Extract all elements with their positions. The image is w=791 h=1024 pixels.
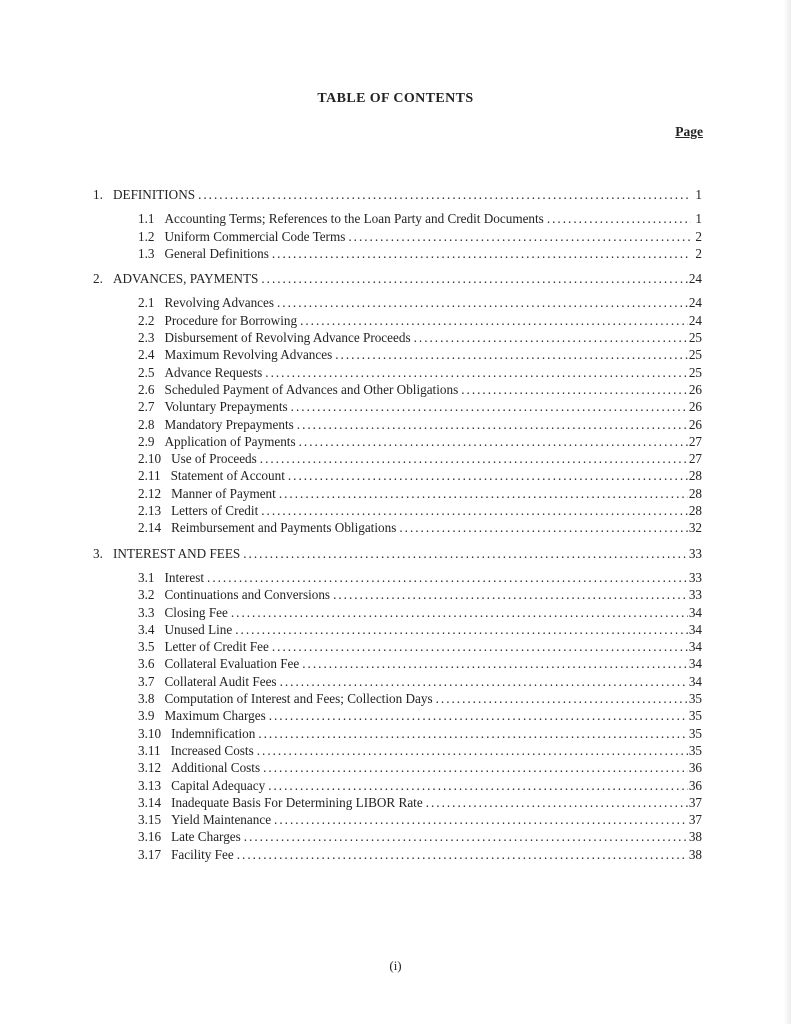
- toc-entry-page: 28: [688, 485, 702, 501]
- toc-entry: [93, 467, 702, 484]
- dot-leader: [257, 742, 688, 759]
- toc-entry-number: 2.13: [138, 503, 162, 519]
- toc-entry-title: Accounting Terms; References to the Loan Party and Credit Documents: [164, 211, 544, 227]
- toc-entry: [93, 545, 702, 562]
- toc-entry-number: 3.1: [138, 569, 155, 585]
- toc-entry-title: INTEREST AND FEES: [113, 545, 241, 561]
- toc-entry-title: Yield Maintenance: [171, 812, 272, 828]
- toc-entry: [93, 416, 702, 433]
- toc-entry-number: 2.4: [138, 347, 155, 363]
- toc-entry-title: Reimbursement and Payments Obligations: [171, 520, 397, 536]
- toc-entry-page: 32: [688, 520, 702, 536]
- toc-entry: [93, 759, 702, 776]
- dot-leader: [237, 846, 688, 863]
- toc-entry: [93, 828, 702, 845]
- toc-entry: [93, 329, 702, 346]
- toc-entry-number: 1.3: [138, 245, 155, 261]
- dot-leader: [299, 433, 688, 450]
- toc-entry-number: 2.1: [138, 295, 155, 311]
- toc-entry-title: Inadequate Basis For Determining LIBOR Rate: [171, 794, 423, 810]
- toc-entry-page: 33: [688, 545, 702, 561]
- dot-leader: [268, 777, 688, 794]
- dot-leader: [235, 621, 688, 638]
- toc-entry-number: 3.16: [138, 829, 162, 845]
- toc-entry-title: Computation of Interest and Fees; Collection Days: [164, 691, 433, 707]
- dot-leader: [272, 638, 688, 655]
- toc-entry-number: 2.3: [138, 330, 155, 346]
- dot-leader: [348, 228, 691, 245]
- dot-leader: [335, 346, 688, 363]
- toc-entry: [93, 569, 702, 586]
- toc-entry: [93, 690, 702, 707]
- toc-entry-number: 3.7: [138, 673, 155, 689]
- toc-entry: [93, 794, 702, 811]
- toc-entry: [93, 502, 702, 519]
- toc-entry: [93, 519, 702, 536]
- toc-entry-title: Revolving Advances: [164, 295, 274, 311]
- toc-entry-number: 3.10: [138, 725, 162, 741]
- dot-leader: [426, 794, 688, 811]
- toc-entry-page: 34: [688, 673, 702, 689]
- footer-page-number: (i): [389, 958, 402, 973]
- toc-entry: [93, 210, 702, 227]
- dot-leader: [280, 673, 688, 690]
- toc-entry-page: 26: [688, 399, 702, 415]
- toc-entry-page: 25: [688, 347, 702, 363]
- toc-entry: [93, 398, 702, 415]
- toc-entry: [93, 346, 702, 363]
- toc-entry-title: Letters of Credit: [171, 503, 259, 519]
- toc-entry-title: Advance Requests: [164, 364, 263, 380]
- toc-entry-title: Collateral Evaluation Fee: [164, 656, 300, 672]
- toc-entry: [93, 655, 702, 672]
- toc-entry-page: 27: [688, 451, 702, 467]
- toc-entry-page: 36: [688, 760, 702, 776]
- toc-entry-page: 34: [688, 639, 702, 655]
- toc-entry-number: 2.11: [138, 468, 161, 484]
- dot-leader: [399, 519, 687, 536]
- toc-entry: [93, 811, 702, 828]
- toc-entry-page: 36: [688, 777, 702, 793]
- dot-leader: [244, 828, 688, 845]
- toc-entry-page: 37: [688, 794, 702, 810]
- dot-leader: [198, 186, 691, 203]
- toc-entry-page: 37: [688, 812, 702, 828]
- toc-entry: [93, 186, 702, 203]
- toc-entry: [93, 604, 702, 621]
- toc-entry-title: Continuations and Conversions: [164, 587, 331, 603]
- toc-entry-number: 3.8: [138, 691, 155, 707]
- toc-entry-page: 34: [688, 656, 702, 672]
- toc-entry-title: Late Charges: [171, 829, 241, 845]
- dot-leader: [258, 725, 688, 742]
- toc-entry-page: 34: [688, 621, 702, 637]
- dot-leader: [277, 294, 688, 311]
- dot-leader: [265, 364, 688, 381]
- toc-entry-title: Procedure for Borrowing: [164, 312, 298, 328]
- toc-entry: [93, 586, 702, 603]
- toc-entry-page: 35: [688, 725, 702, 741]
- toc-entry: [93, 270, 702, 287]
- dot-leader: [269, 707, 688, 724]
- dot-leader: [300, 312, 688, 329]
- toc-entry: [93, 433, 702, 450]
- toc-entry: [93, 450, 702, 467]
- dot-leader: [231, 604, 688, 621]
- toc-entry: [93, 707, 702, 724]
- dot-leader: [260, 450, 688, 467]
- dot-leader: [291, 398, 688, 415]
- toc-entry: [93, 312, 702, 329]
- dot-leader: [288, 467, 688, 484]
- toc-entry-number: 2.7: [138, 399, 155, 415]
- toc-entry-title: Increased Costs: [170, 742, 254, 758]
- toc-entry-page: 33: [688, 587, 702, 603]
- toc-entry: [93, 638, 702, 655]
- toc-entry-number: 2.: [93, 271, 103, 287]
- dot-leader: [261, 270, 687, 287]
- dot-leader: [547, 210, 691, 227]
- toc-entry-title: Maximum Charges: [164, 708, 266, 724]
- toc-entry: [93, 228, 702, 245]
- toc-entry-page: 2: [695, 228, 702, 244]
- toc-list: [93, 186, 702, 863]
- dot-leader: [302, 655, 688, 672]
- toc-entry-title: General Definitions: [164, 245, 269, 261]
- toc-entry-title: DEFINITIONS: [113, 187, 196, 202]
- toc-entry-number: 2.6: [138, 381, 155, 397]
- toc-entry: [93, 294, 702, 311]
- toc-entry-number: 3.13: [138, 777, 162, 793]
- toc-entry: [93, 381, 702, 398]
- dot-leader: [272, 245, 691, 262]
- toc-entry-page: 25: [688, 364, 702, 380]
- document-title: TABLE OF CONTENTS: [317, 91, 474, 106]
- toc-entry-number: 3.: [93, 545, 103, 561]
- toc-entry: [93, 485, 702, 502]
- toc-entry-page: 34: [688, 604, 702, 620]
- toc-entry-title: Letter of Credit Fee: [164, 639, 269, 655]
- toc-entry-page: 35: [688, 742, 702, 758]
- dot-leader: [436, 690, 688, 707]
- toc-entry: [93, 673, 702, 690]
- toc-entry-number: 2.10: [138, 451, 162, 467]
- toc-entry-title: Disbursement of Revolving Advance Proceeds: [164, 330, 411, 346]
- toc-entry-page: 24: [688, 271, 702, 287]
- toc-entry-title: Voluntary Prepayments: [164, 399, 288, 415]
- toc-entry-number: 2.9: [138, 433, 155, 449]
- dot-leader: [207, 569, 688, 586]
- toc-entry-number: 2.2: [138, 312, 155, 328]
- toc-entry-number: 2.5: [138, 364, 155, 380]
- dot-leader: [333, 586, 688, 603]
- toc-entry-title: Indemnification: [171, 725, 256, 741]
- toc-entry-title: ADVANCES, PAYMENTS: [113, 271, 259, 287]
- toc-entry-number: 3.11: [138, 742, 161, 758]
- toc-entry-title: Additional Costs: [171, 760, 261, 776]
- toc-entry: [93, 777, 702, 794]
- toc-entry-number: 1.2: [138, 228, 155, 244]
- toc-entry-number: 3.17: [138, 846, 162, 862]
- toc-entry: [93, 725, 702, 742]
- toc-entry-page: 2: [695, 245, 702, 261]
- toc-entry-title: Uniform Commercial Code Terms: [164, 228, 346, 244]
- toc-entry: [93, 742, 702, 759]
- page-column-heading: Page: [675, 124, 703, 139]
- toc-entry-page: 26: [688, 381, 702, 397]
- toc-entry-title: Interest: [164, 569, 205, 585]
- toc-entry-title: Statement of Account: [170, 468, 285, 484]
- dot-leader: [274, 811, 688, 828]
- toc-entry-title: Use of Proceeds: [171, 451, 257, 467]
- toc-entry-title: Application of Payments: [164, 433, 296, 449]
- toc-entry-number: 3.5: [138, 639, 155, 655]
- toc-entry: [93, 245, 702, 262]
- toc-entry-number: 3.3: [138, 604, 155, 620]
- dot-leader: [261, 502, 688, 519]
- toc-entry-title: Facility Fee: [171, 846, 234, 862]
- dot-leader: [297, 416, 688, 433]
- toc-entry-page: 28: [688, 468, 702, 484]
- toc-entry-number: 3.9: [138, 708, 155, 724]
- toc-entry-title: Scheduled Payment of Advances and Other Obligations: [164, 381, 459, 397]
- toc-entry-page: 24: [688, 295, 702, 311]
- toc-entry-page: 26: [688, 416, 702, 432]
- toc-entry-number: 3.15: [138, 812, 162, 828]
- toc-entry-number: 2.8: [138, 416, 155, 432]
- toc-entry-page: 38: [688, 846, 702, 862]
- toc-entry-title: Collateral Audit Fees: [164, 673, 277, 689]
- toc-entry-number: 1.: [93, 187, 103, 202]
- toc-entry-page: 35: [688, 691, 702, 707]
- toc-entry-number: 2.12: [138, 485, 162, 501]
- toc-entry-number: 3.14: [138, 794, 162, 810]
- toc-entry-page: 1: [695, 211, 702, 227]
- toc-entry-page: 25: [688, 330, 702, 346]
- toc-entry-title: Unused Line: [164, 621, 233, 637]
- toc-entry-page: 1: [695, 187, 702, 202]
- dot-leader: [461, 381, 688, 398]
- toc-entry-page: 35: [688, 708, 702, 724]
- toc-entry: [93, 846, 702, 863]
- toc-entry-title: Manner of Payment: [171, 485, 276, 501]
- toc-entry-title: Maximum Revolving Advances: [164, 347, 333, 363]
- toc-entry-number: 3.2: [138, 587, 155, 603]
- toc-entry-number: 3.12: [138, 760, 162, 776]
- toc-entry: [93, 621, 702, 638]
- dot-leader: [279, 485, 688, 502]
- toc-entry-title: Closing Fee: [164, 604, 228, 620]
- toc-entry-number: 2.14: [138, 520, 162, 536]
- dot-leader: [414, 329, 688, 346]
- toc-entry-page: 27: [688, 433, 702, 449]
- toc-entry-number: 3.6: [138, 656, 155, 672]
- toc-entry-title: Mandatory Prepayments: [164, 416, 294, 432]
- toc-entry-title: Capital Adequacy: [171, 777, 266, 793]
- dot-leader: [263, 759, 688, 776]
- toc-entry-page: 24: [688, 312, 702, 328]
- toc-entry-number: 1.1: [138, 211, 155, 227]
- toc-entry: [93, 364, 702, 381]
- toc-entry-page: 33: [688, 569, 702, 585]
- toc-entry-number: 3.4: [138, 621, 155, 637]
- toc-entry-page: 28: [688, 503, 702, 519]
- toc-entry-page: 38: [688, 829, 702, 845]
- dot-leader: [243, 545, 688, 562]
